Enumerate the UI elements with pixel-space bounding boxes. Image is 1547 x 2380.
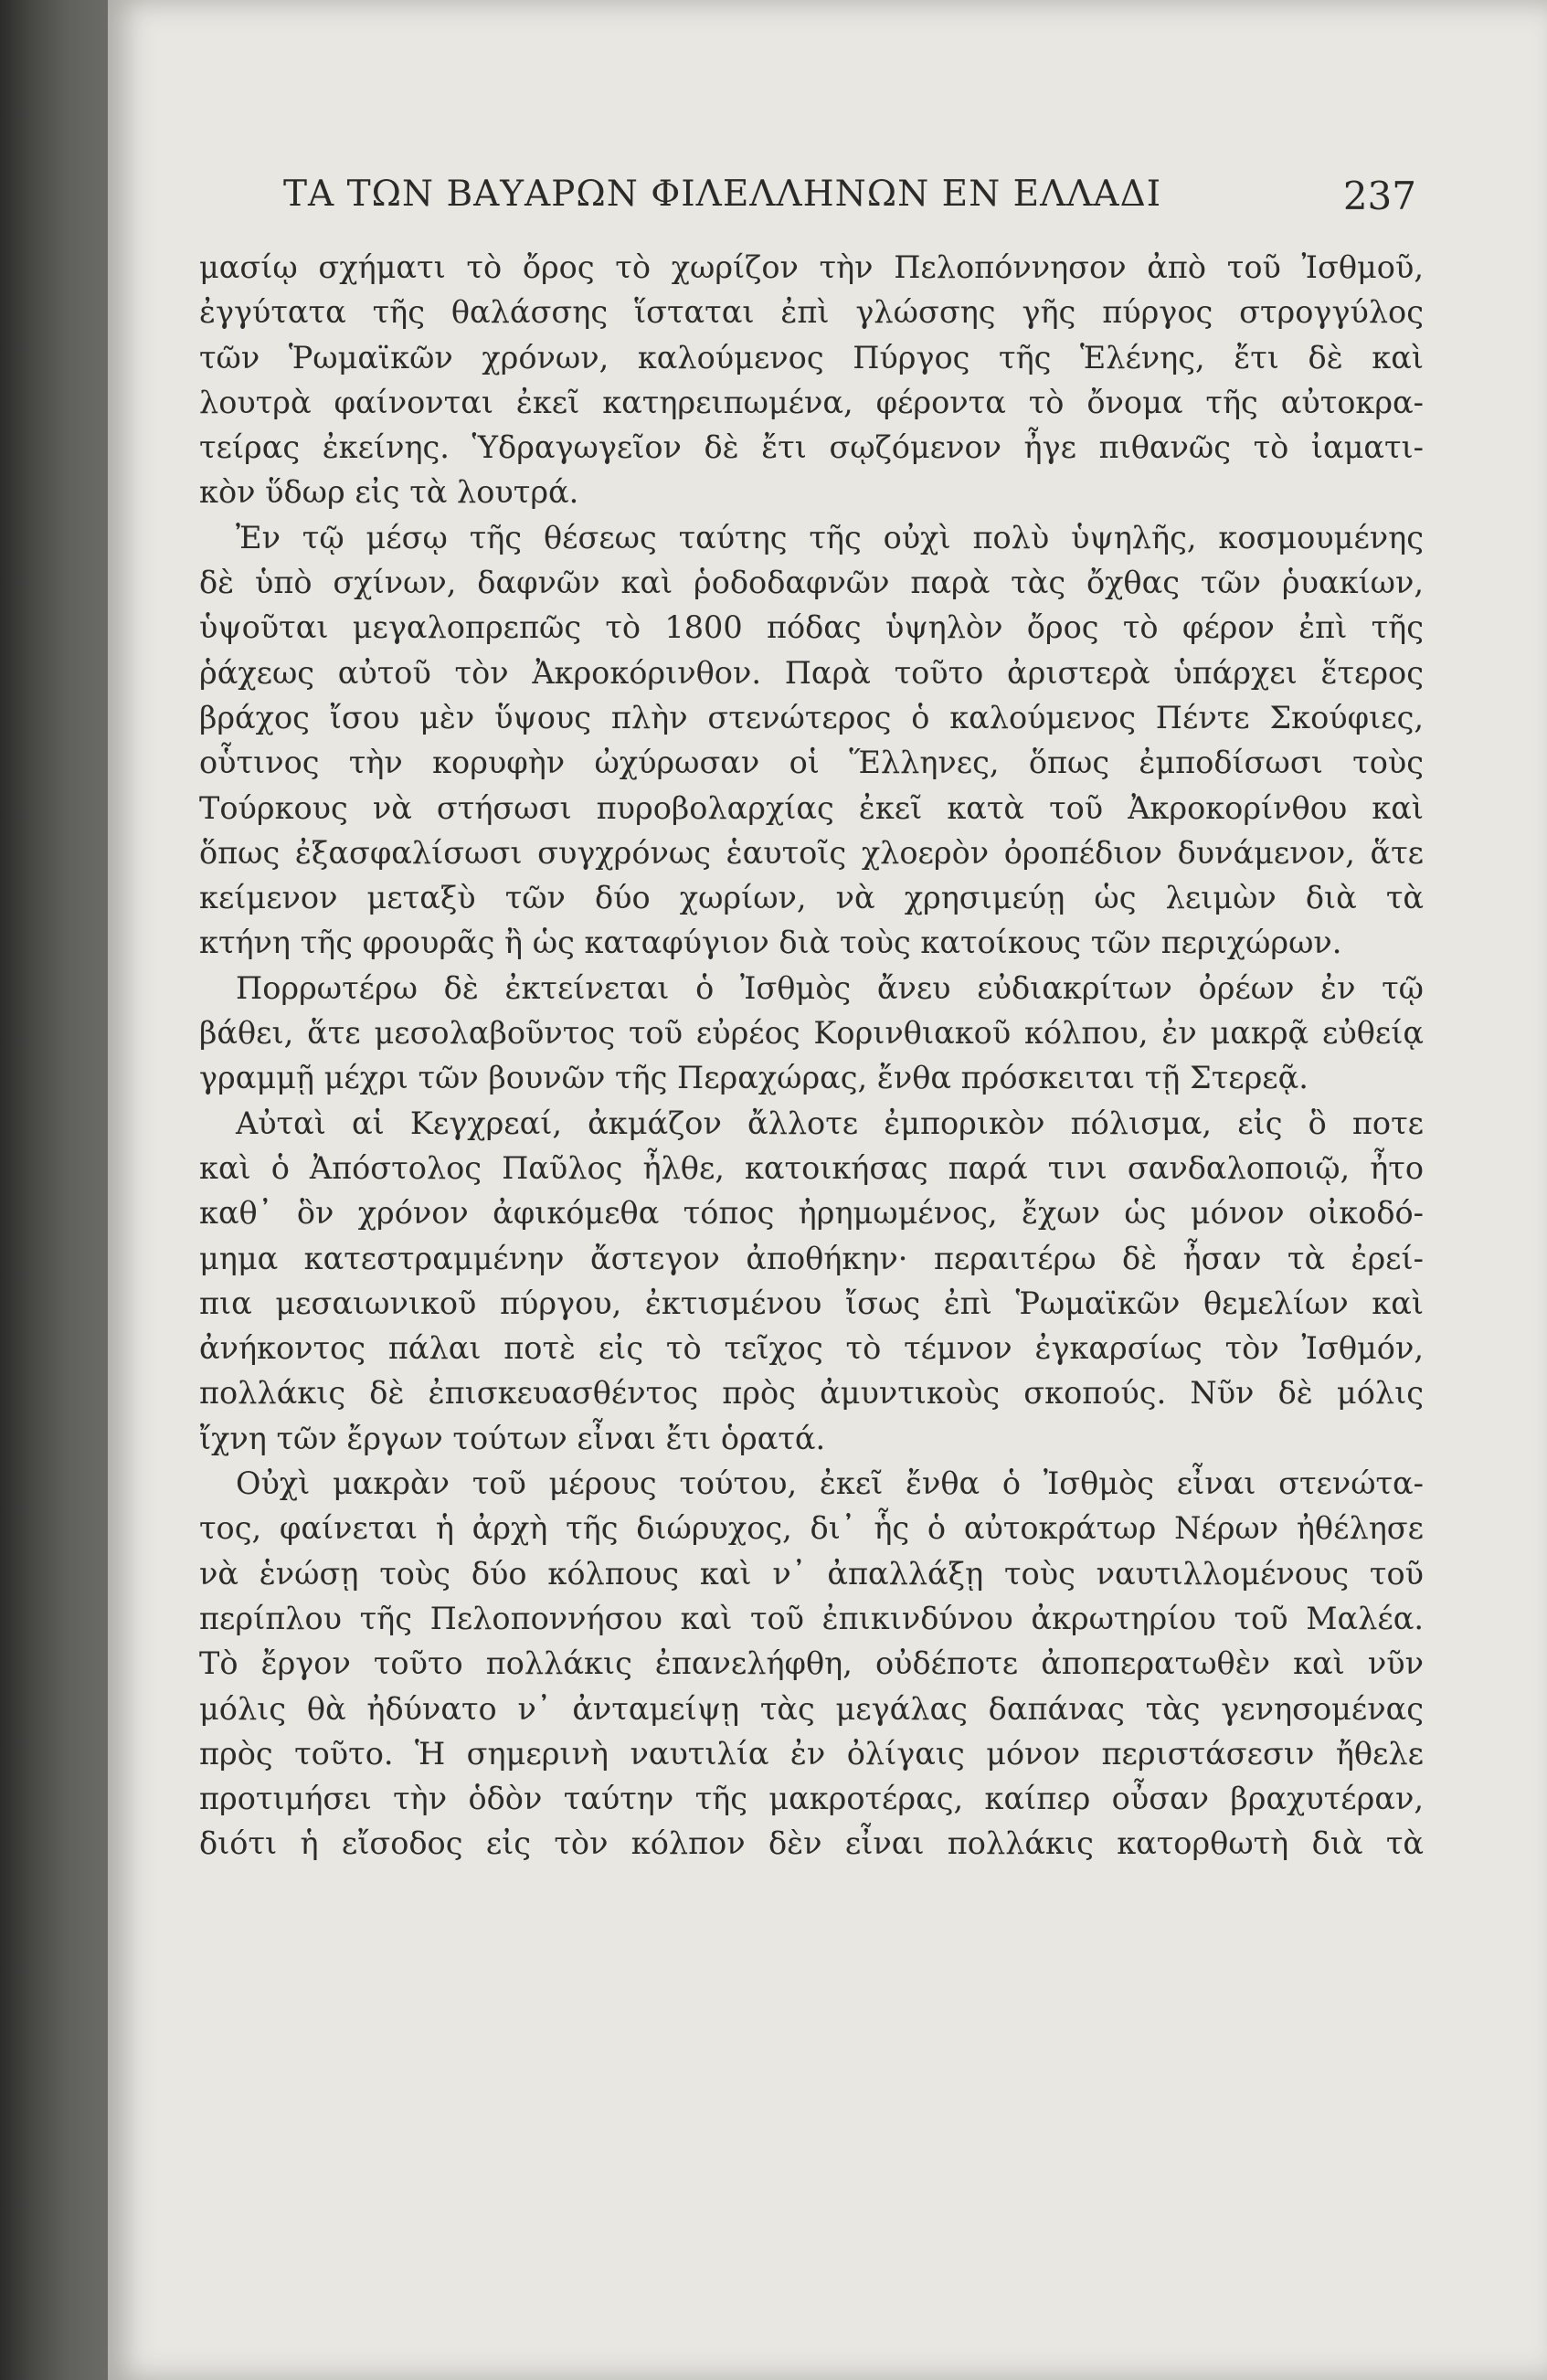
- text-line: καθ᾽ ὃν χρόνον ἀφικόμεθα τόπος ἠρημωμένος, ἔχων ὡς μόνον οἰκοδό-: [199, 1195, 1424, 1232]
- text-line: ῥάχεως αὐτοῦ τὸν Ἀκροκόρινθον. Παρὰ τοῦτο ἀριστερὰ ὑπάρχει ἕτερος: [199, 654, 1424, 691]
- text-line: λουτρὰ φαίνονται ἐκεῖ κατηρειπωμένα, φέροντα τὸ ὄνομα τῆς αὐτοκρα-: [199, 384, 1424, 420]
- text-line: τείρας ἐκείνης. Ὑδραγωγεῖον δὲ ἔτι σῳζόμενον ἦγε πιθανῶς τὸ ἰαματι-: [199, 429, 1424, 466]
- text-line: βάθει, ἅτε μεσολαβοῦντος τοῦ εὐρέος Κορινθιακοῦ κόλπου, ἐν μακρᾷ εὐθείᾳ: [199, 1015, 1424, 1052]
- text-line: κείμενον μεταξὺ τῶν δύο χωρίων, νὰ χρησιμεύῃ ὡς λειμὼν διὰ τὰ: [199, 880, 1424, 916]
- page-number: 237: [1342, 174, 1416, 218]
- text-line: Αὐταὶ αἱ Κεγχρεαί, ἀκμάζον ἄλλοτε ἐμπορικὸν πόλισμα, εἰς ὃ ποτε: [236, 1105, 1424, 1141]
- text-line: προτιμήσει τὴν ὁδὸν ταύτην τῆς μακροτέρας, καίπερ οὖσαν βραχυτέραν,: [199, 1781, 1424, 1817]
- text-line: τῶν Ῥωμαϊκῶν χρόνων, καλούμενος Πύργος τῆς Ἑλένης, ἔτι δὲ καὶ: [199, 339, 1424, 376]
- text-line: διότι ἡ εἴσοδος εἰς τὸν κόλπον δὲν εἶναι πολλάκις κατορθωτὴ διὰ τὰ: [199, 1825, 1424, 1862]
- text-line: κτήνη τῆς φρουρᾶς ἢ ὡς καταφύγιον διὰ τοὺς κατοίκους τῶν περιχώρων.: [199, 925, 1342, 961]
- book-binding-shadow: [0, 0, 119, 2380]
- text-line: τος, φαίνεται ἡ ἀρχὴ τῆς διώρυχος, δι᾽ ἧς ὁ αὐτοκράτωρ Νέρων ἠθέλησε: [199, 1510, 1424, 1547]
- text-line: Πορρωτέρω δὲ ἐκτείνεται ὁ Ἰσθμὸς ἄνευ εὐδιακρίτων ὀρέων ἐν τῷ: [236, 969, 1424, 1006]
- body-text: [199, 245, 1424, 1867]
- text-line: ἀνήκοντος πάλαι ποτὲ εἰς τὸ τεῖχος τὸ τέμνον ἐγκαρσίως τὸν Ἰσθμόν,: [199, 1330, 1424, 1367]
- running-title: ΤΑ ΤΩΝ ΒΑΥΑΡΩΝ ΦΙΛΕΛΛΗΝΩΝ ΕΝ ΕΛΛΑΔΙ: [283, 174, 1162, 215]
- text-line: μασίῳ σχήματι τὸ ὄρος τὸ χωρίζον τὴν Πελοπόννησον ἀπὸ τοῦ Ἰσθμοῦ,: [199, 249, 1424, 285]
- text-line: ἴχνη τῶν ἔργων τούτων εἶναι ἔτι ὁρατά.: [199, 1420, 826, 1456]
- text-line: οὗτινος τὴν κορυφὴν ὠχύρωσαν οἱ Ἕλληνες, ὅπως ἐμποδίσωσι τοὺς: [199, 745, 1424, 781]
- text-line: Ἐν τῷ μέσῳ τῆς θέσεως ταύτης τῆς οὐχὶ πολὺ ὑψηλῆς, κοσμουμένης: [236, 519, 1424, 555]
- text-line: Οὐχὶ μακρὰν τοῦ μέρους τούτου, ἐκεῖ ἔνθα ὁ Ἰσθμὸς εἶναι στενώτα-: [236, 1465, 1424, 1502]
- text-line: Τούρκους νὰ στήσωσι πυροβολαρχίας ἐκεῖ κατὰ τοῦ Ἀκροκορίνθου καὶ: [199, 789, 1424, 826]
- text-line: ὑψοῦται μεγαλοπρεπῶς τὸ 1800 πόδας ὑψηλὸν ὄρος τὸ φέρον ἐπὶ τῆς: [199, 609, 1424, 646]
- text-line: δὲ ὑπὸ σχίνων, δαφνῶν καὶ ῥοδοδαφνῶν παρὰ τὰς ὄχθας τῶν ῥυακίων,: [199, 565, 1424, 601]
- page-header: [283, 174, 1416, 228]
- text-line: πρὸς τοῦτο. Ἡ σημερινὴ ναυτιλία ἐν ὀλίγαις μόνον περιστάσεσιν ἤθελε: [199, 1735, 1424, 1772]
- text-line: μόλις θὰ ἠδύνατο ν᾽ ἀνταμείψῃ τὰς μεγάλας δαπάνας τὰς γενησομένας: [199, 1690, 1424, 1727]
- text-line: βράχος ἴσου μὲν ὕψους πλὴν στενώτερος ὁ καλούμενος Πέντε Σκούφιες,: [199, 699, 1424, 735]
- text-line: πια μεσαιωνικοῦ πύργου, ἐκτισμένου ἴσως ἐπὶ Ῥωμαϊκῶν θεμελίων καὶ: [199, 1285, 1424, 1321]
- text-line: ὅπως ἐξασφαλίσωσι συγχρόνως ἑαυτοῖς χλοερὸν ὀροπέδιον δυνάμενον, ἅτε: [199, 834, 1424, 871]
- text-line: γραμμῇ μέχρι τῶν βουνῶν τῆς Περαχώρας, ἔνθα πρόσκειται τῇ Στερεᾷ.: [199, 1060, 1309, 1096]
- text-line: καὶ ὁ Ἀπόστολος Παῦλος ἦλθε, κατοικήσας παρά τινι σανδαλοποιῷ, ἦτο: [199, 1149, 1424, 1186]
- text-line: περίπλου τῆς Πελοποννήσου καὶ τοῦ ἐπικινδύνου ἀκρωτηρίου τοῦ Μαλέα.: [199, 1600, 1424, 1636]
- text-line: πολλάκις δὲ ἐπισκευασθέντος πρὸς ἀμυντικοὺς σκοπούς. Νῦν δὲ μόλις: [199, 1375, 1424, 1412]
- text-line: Τὸ ἔργον τοῦτο πολλάκις ἐπανελήφθη, οὐδέποτε ἀποπερατωθὲν καὶ νῦν: [199, 1645, 1424, 1682]
- text-line: ἐγγύτατα τῆς θαλάσσης ἵσταται ἐπὶ γλώσσης γῆς πύργος στρογγύλος: [199, 294, 1424, 331]
- text-line: μημα κατεστραμμένην ἄστεγον ἀποθήκην· περαιτέρω δὲ ἦσαν τὰ ἐρεί-: [199, 1240, 1424, 1276]
- text-line: νὰ ἑνώσῃ τοὺς δύο κόλπους καὶ ν᾽ ἀπαλλάξῃ τοὺς ναυτιλλομένους τοῦ: [199, 1555, 1424, 1592]
- text-line: κὸν ὕδωρ εἰς τὰ λουτρά.: [199, 474, 579, 511]
